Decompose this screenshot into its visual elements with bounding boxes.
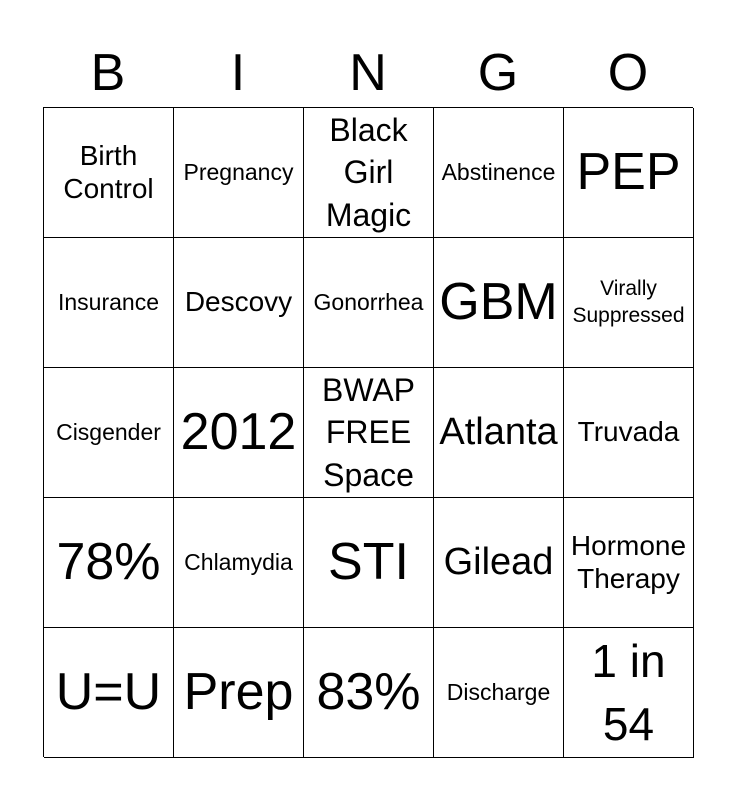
bingo-cell[interactable]: Birth Control	[44, 108, 174, 238]
bingo-cell[interactable]: Descovy	[174, 238, 304, 368]
bingo-cell[interactable]: GBM	[434, 238, 564, 368]
bingo-cell[interactable]: Abstinence	[434, 108, 564, 238]
header-letter-i: I	[230, 44, 246, 102]
header-letter-b: B	[90, 44, 126, 102]
bingo-cell[interactable]: 78%	[44, 498, 174, 628]
bingo-cell[interactable]: Chlamydia	[174, 498, 304, 628]
bingo-cell[interactable]: Prep	[174, 628, 304, 758]
bingo-cell[interactable]: Black Girl Magic	[304, 108, 434, 238]
bingo-cell[interactable]: Truvada	[564, 368, 694, 498]
header-letter-g: G	[477, 44, 519, 102]
bingo-header	[43, 40, 693, 106]
free-space-cell[interactable]: BWAP FREE Space	[304, 368, 434, 498]
bingo-cell[interactable]: Pregnancy	[174, 108, 304, 238]
bingo-cell[interactable]: PEP	[564, 108, 694, 238]
bingo-board	[43, 107, 693, 757]
bingo-cell[interactable]: 83%	[304, 628, 434, 758]
bingo-cell[interactable]: Insurance	[44, 238, 174, 368]
bingo-cell[interactable]: Gilead	[434, 498, 564, 628]
bingo-cell[interactable]: 1 in 54	[564, 628, 694, 758]
bingo-cell[interactable]: Gonorrhea	[304, 238, 434, 368]
bingo-cell[interactable]: U=U	[44, 628, 174, 758]
bingo-cell[interactable]: Hormone Therapy	[564, 498, 694, 628]
bingo-cell[interactable]: STI	[304, 498, 434, 628]
header-letter-o: O	[607, 44, 649, 102]
bingo-cell[interactable]: Atlanta	[434, 368, 564, 498]
bingo-cell[interactable]: Discharge	[434, 628, 564, 758]
header-letter-n: N	[349, 44, 387, 102]
bingo-cell[interactable]: Virally Suppressed	[564, 238, 694, 368]
bingo-cell[interactable]: Cisgender	[44, 368, 174, 498]
bingo-cell[interactable]: 2012	[174, 368, 304, 498]
